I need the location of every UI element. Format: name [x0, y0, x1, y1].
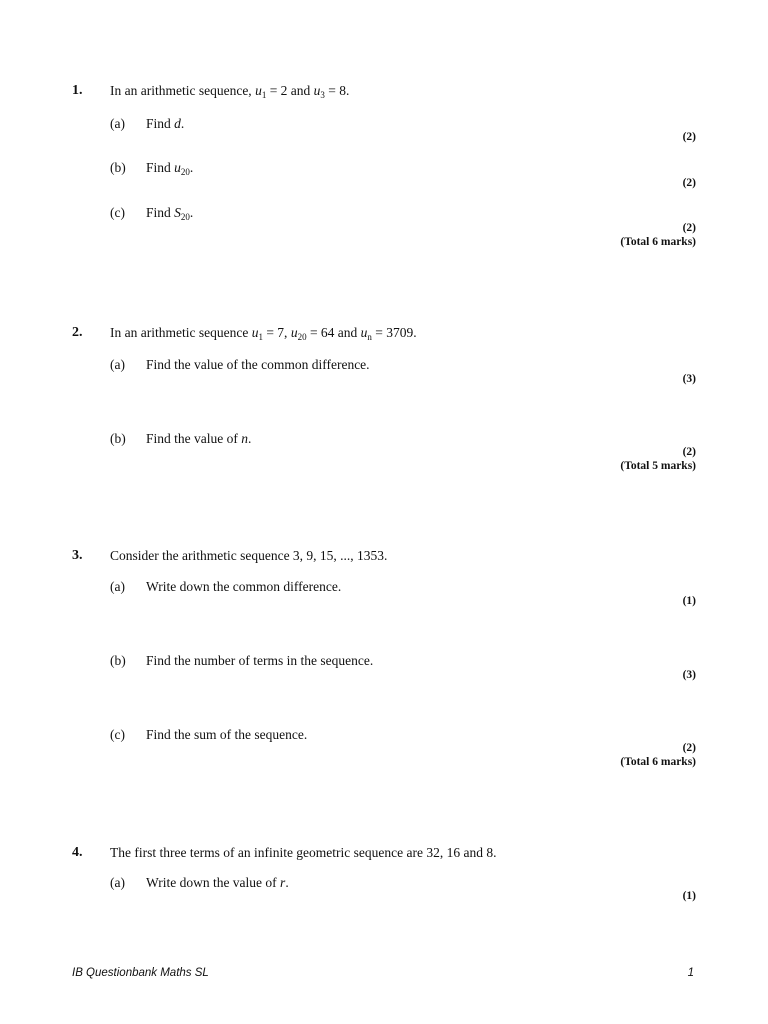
question-2b-marks: (2)	[682, 446, 696, 458]
question-1a-text: Find d.	[146, 116, 185, 131]
question-2b-text: Find the value of n.	[146, 431, 252, 446]
question-4a-text: Write down the value of r.	[146, 875, 289, 890]
question-3c-marks: (2)	[682, 742, 696, 754]
question-4-number: 4.	[72, 845, 83, 860]
question-3-stem: Consider the arithmetic sequence 3, 9, 15, ..., 1353.	[110, 548, 388, 563]
question-2-total: (Total 5 marks)	[620, 460, 696, 472]
question-4a-marks: (1)	[682, 890, 696, 902]
question-3b-text: Find the number of terms in the sequence.	[146, 653, 374, 668]
question-1b-marks: (2)	[682, 177, 696, 189]
question-3-total: (Total 6 marks)	[620, 756, 696, 768]
question-2-stem: In an arithmetic sequence $u_1 = 7$, $u_{20} = 64$ and $u_n = 3709$.	[110, 325, 417, 342]
question-1c-marks: (2)	[682, 222, 696, 234]
footer-source: IB Questionbank Maths SL	[72, 967, 209, 979]
question-1b-text: Find $u_{20}$.	[146, 160, 194, 177]
question-1a-label: (a)	[110, 116, 125, 131]
question-4-stem: The first three terms of an infinite geometric sequence are 32, 16 and 8.	[110, 845, 497, 860]
question-3a-label: (a)	[110, 579, 125, 594]
question-1-number: 1.	[72, 83, 83, 98]
question-3a-marks: (1)	[682, 595, 696, 607]
question-1b-label: (b)	[110, 160, 126, 175]
question-2a-text: Find the value of the common difference.	[146, 357, 370, 372]
question-3b-label: (b)	[110, 653, 126, 668]
footer-page-number: 1	[687, 967, 694, 979]
question-1-total: (Total 6 marks)	[620, 236, 696, 248]
question-2-number: 2.	[72, 325, 83, 340]
question-2a-label: (a)	[110, 357, 125, 372]
question-4a-label: (a)	[110, 875, 125, 890]
question-3-number: 3.	[72, 548, 83, 563]
question-3c-text: Find the sum of the sequence.	[146, 727, 308, 742]
question-3a-text: Write down the common difference.	[146, 579, 342, 594]
question-1c-label: (c)	[110, 205, 125, 220]
question-3c-label: (c)	[110, 727, 125, 742]
question-2a-marks: (3)	[682, 373, 696, 385]
question-1-stem: In an arithmetic sequence, $u_1 = 2$ and $u_3 = 8$.	[110, 83, 350, 100]
question-2b-label: (b)	[110, 431, 126, 446]
question-1a-marks: (2)	[682, 131, 696, 143]
question-1c-text: Find $S_{20}$.	[146, 205, 194, 222]
question-3b-marks: (3)	[682, 669, 696, 681]
